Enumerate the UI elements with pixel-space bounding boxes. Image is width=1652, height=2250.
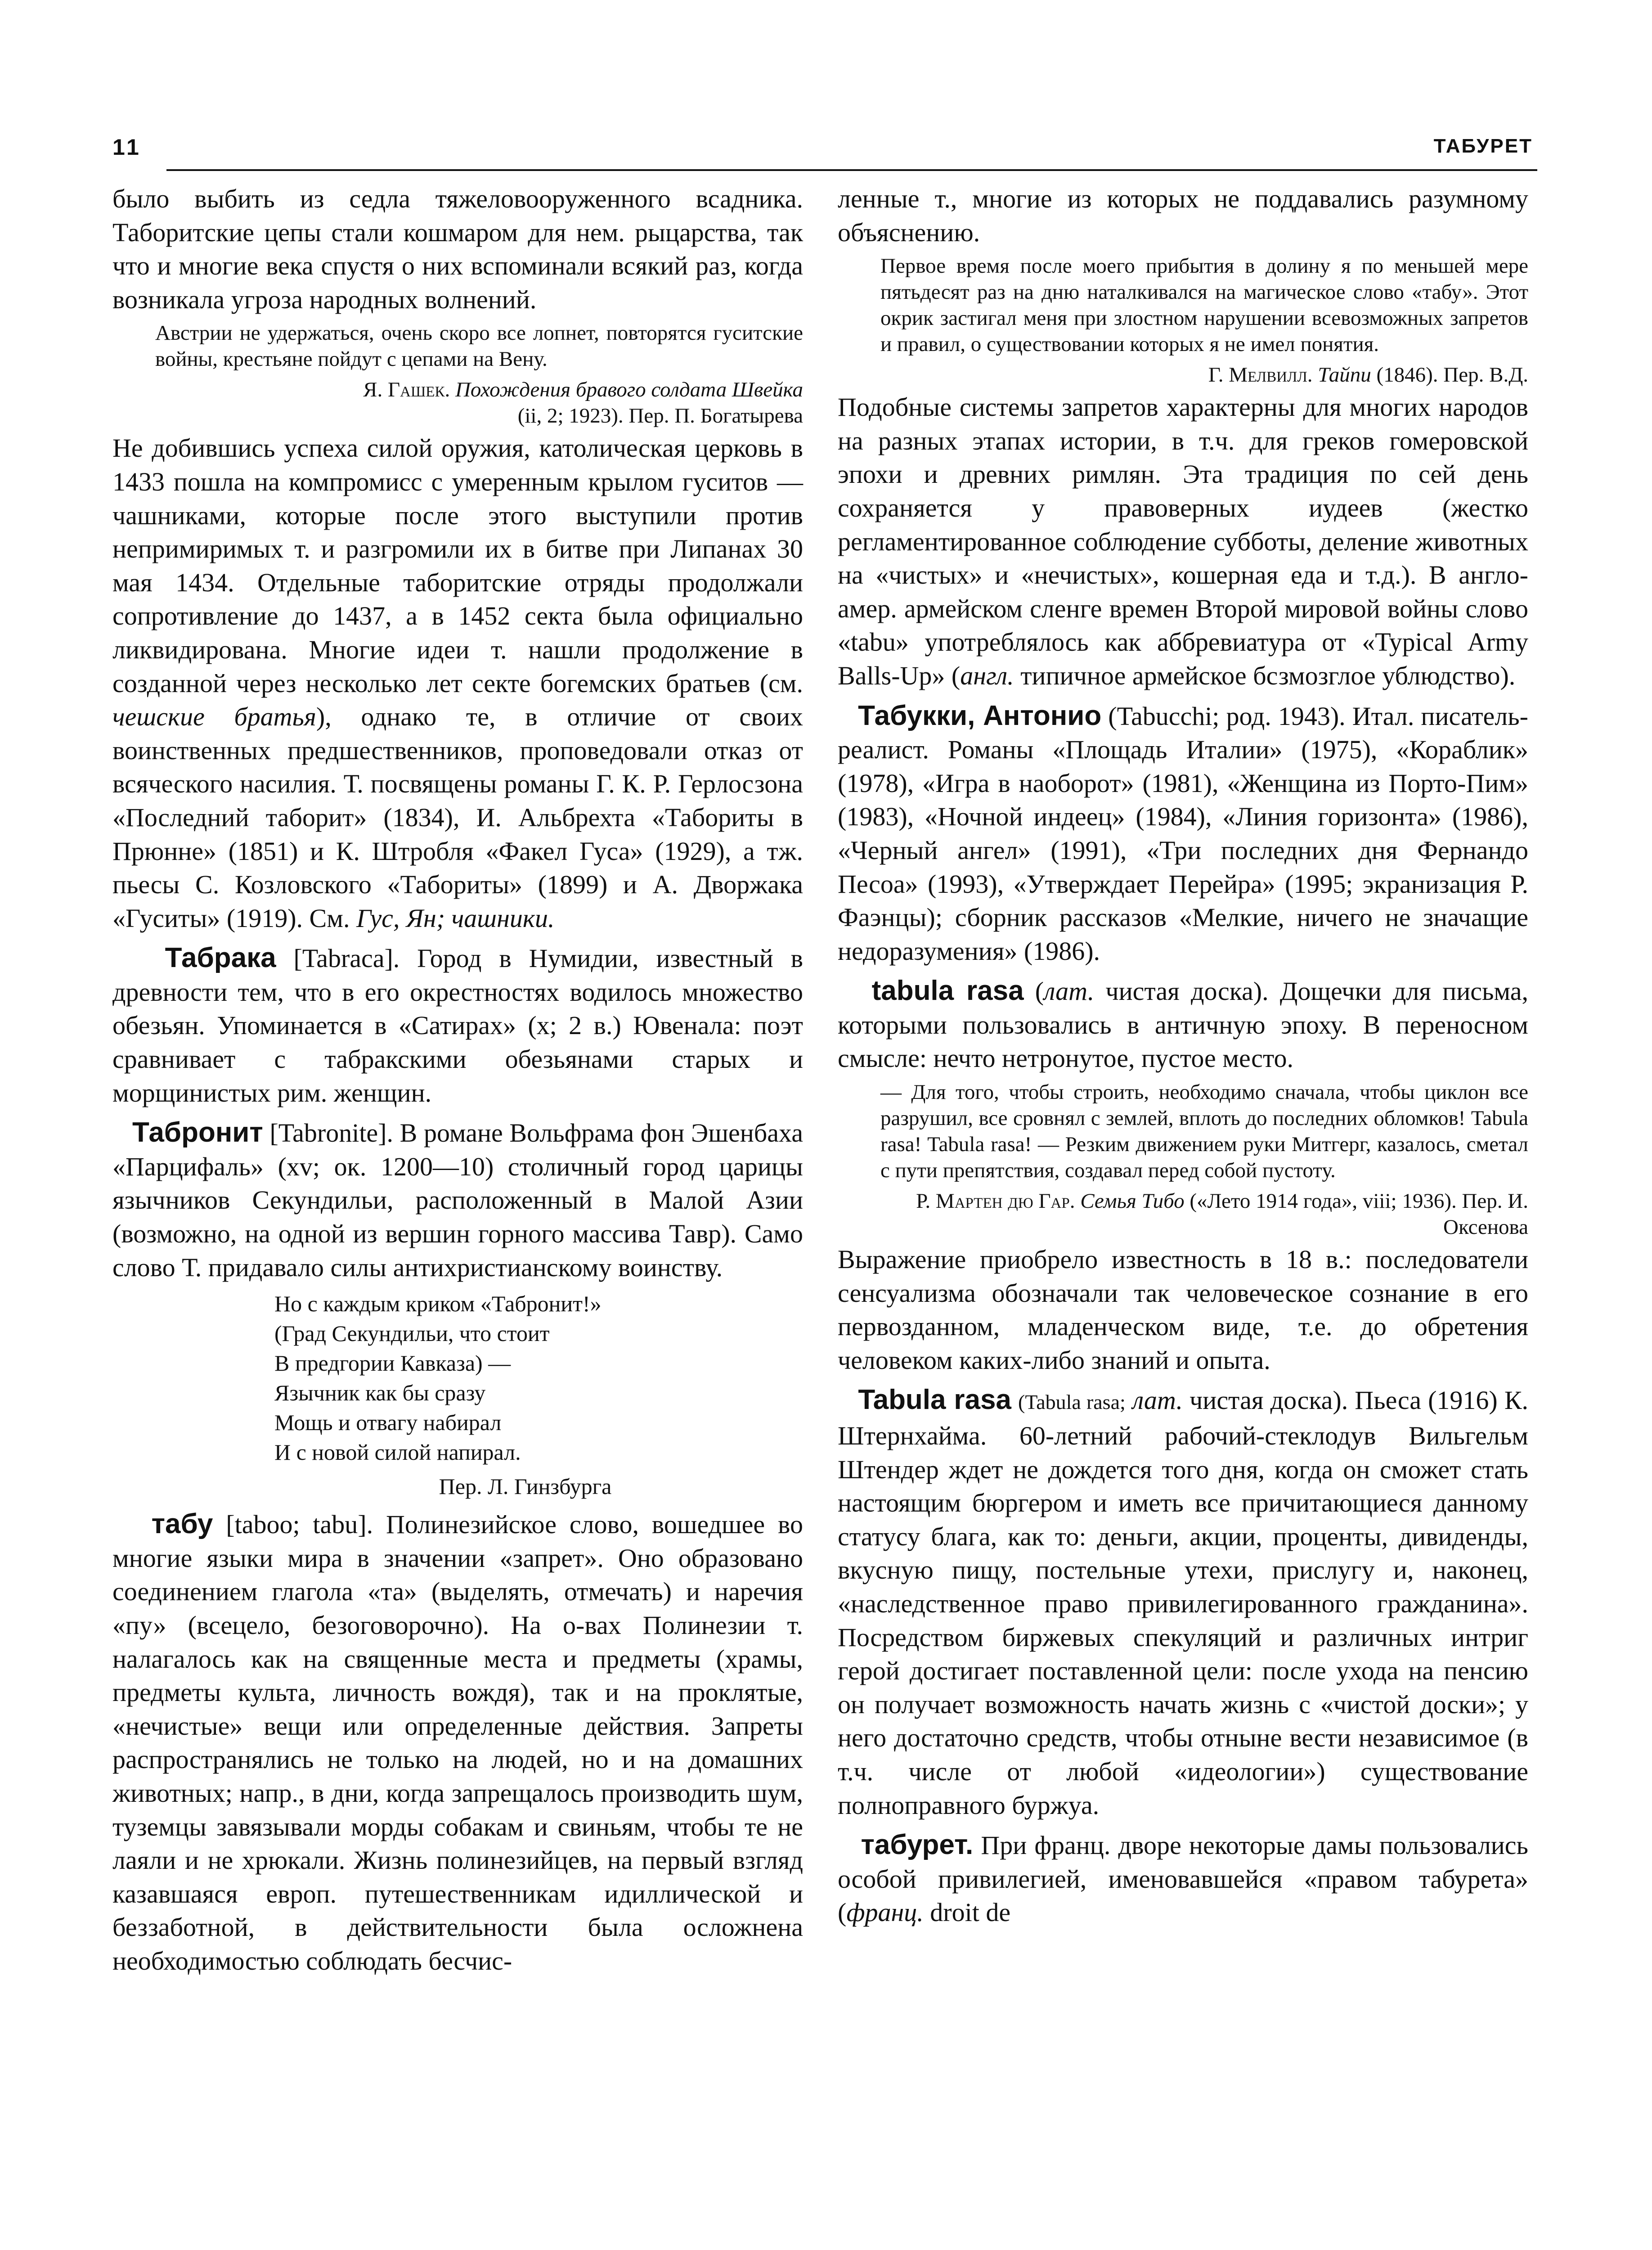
entry-text: При франц. дворе некоторые дамы пользовались особой привилегией, именовавшейся «правом табурета» ( [838,1831,1528,1927]
verse-attribution: Пер. Л. Гинзбурга [439,1474,612,1499]
language-label: лат. [1132,1386,1183,1415]
headword: Табукки, Антонио [858,700,1102,731]
paragraph-text: Подобные системы запретов характерны для многих народов на разных этапах истории, в т.ч. для греков гомеровской эпохи и древних римлян. Эта традиция по сей день сохраняется у правоверных иудеев (жестко регламентированное соблюдение субботы, деление животных на «чистых» и «нечистых», кошерная еда и т.д.). В англо-амер. армейском сленге времен Второй мировой войны слово «tabu» употреблялось как аббревиатура от «Typical Army Balls-Up» ( [838,392,1528,690]
language-label: англ. [960,661,1014,690]
attribution-work: Похождения бравого солдата Швейка [455,378,803,402]
headword: Табрака [165,942,276,974]
quotation: Австрии не удержаться, очень скоро все лопнет, повторятся гуситские войны, крестьяне пойдут с цепами на Вену. [155,321,803,371]
headword: Табронит [132,1117,263,1148]
headword: tabula rasa [871,975,1024,1007]
attribution-ref: (ii, 2; 1923). Пер. П. Богатырева [517,404,803,428]
attribution-author: Р. Мартен дю Гар. [916,1189,1075,1213]
entry-tabula-rasa-phrase: tabula rasa (лат. чистая доска). Дощечки для письма, которыми пользовались в античную эпоху. В переносном смысле: нечто нетронутое, пустое место. [838,975,1528,1073]
paragraph-text: Не добившись успеха силой оружия, католическая церковь в 1433 пошла на компромисс с умеренным крылом гуситов — чашниками, которые после этого выступили против непримиримых т. и разгромили их в битве при Липанах 30 мая 1434. Отдельные таборитские отряды продолжали сопротивление до 1437, а в 1452 секта была официально ликвидирована. Многие идеи т. нашли продолжение в созданной через несколько лет секте богемских братьев (см. [112,433,803,698]
attribution-work: Семья Тибо [1080,1189,1185,1213]
verse-line: Язычник как бы сразу [274,1380,486,1406]
quotation: — Для того, чтобы строить, необходимо сначала, чтобы циклон все разрушил, все сровнял с землей, вплоть до последних обломков! Tabula rasa! Tabula rasa! — Резким движением руки Митгерг, казалось, сметал с пути препятствия, создавал перед собой пустоту. [880,1080,1528,1183]
entry-text: [taboo; tabu]. Полинезийское слово, вошедшее во многие языки мира в значении «запрет». Оно образовано соединением глагола «та» (выделять, отмечать) и наречия «пу» (всецело, безоговорочно). На о-вах Полинезии т. налагалось как на священные места и предметы (храмы, предметы культа, личность вождя), так и на проклятые, «нечистые» вещи или определенные действия. Запреты распространялись не только на людей, но и на домашних животных; напр., в дни, когда запрещалось производить шум, туземцы завязывали морды собакам и свиньям, чтобы те не лаяли и не хрюкали. Жизнь полинезийцев, на первый взгляд казавшаяся европ. путешественникам идиллической и беззаботной, в действительности была осложнена необходимостью соблюдать бесчис- [112,1510,804,1976]
headword: табурет. [861,1829,974,1861]
entry-text: droit de [923,1898,1011,1927]
quotation-attribution [838,1188,1528,1240]
paragraph: было выбить из седла тяжеловооруженного всадника. Таборитские цепы стали кошмаром для нем. рыцарства, так что и многие века спустя о них вспоминали всякий раз, когда возникала угроза народных волнений. [112,184,803,314]
entry-tabukki [838,699,1528,968]
entry-tabronit [112,1116,803,1284]
quotation: Первое время после моего прибытия в долину я по меньшей мере пятьдесят раз на дню наталкивался на магическое слово «табу». Этот окрик застигал меня при злостном нарушении всевозможных запретов и правил, о существовании которых я не имел понятия. [880,254,1528,356]
entry-text: чистая доска). Дощечки для письма, которыми пользовались в античную эпоху. В переносном смысле: нечто нетронутое, пустое место. [838,976,1528,1073]
entry-taburet [838,1828,1528,1930]
attribution-author: Я. Гашек. [363,378,450,402]
paragraph: ленные т., многие из которых не поддавались разумному объяснению. [838,184,1528,247]
verse-line: Но с каждым криком «Табронит!» [274,1291,602,1317]
attribution-ref: («Лето 1914 года», viii; 1936). Пер. И. Оксенова [1190,1189,1528,1239]
verse-quotation [112,1289,803,1467]
entry-tabraka [112,941,803,1110]
right-column [838,182,1528,1930]
original-title: (Tabula rasa; [1018,1390,1126,1414]
paragraph-text: ), однако те, в отличие от своих воинственных предшественников, проповедовали отказ от всяческого насилия. Т. посвящены романы Г. К. Р. Герлосзона «Последний таборит» (1834), И. Альбрехта «Табориты в Прюнне» (1851) и К. Штробля «Факел Гуса» (1929), а тж. пьесы С. Козловского «Табориты» (1899) и А. Дворжака «Гуситы» (1919). См. [112,702,803,933]
verse-line: (Град Секундильи, что стоит [274,1321,550,1346]
attribution-work: Тайпи [1318,363,1371,387]
entry-text: [Tabraca]. Город в Нумидии, известный в древности тем, что в его окрестностях водилось множество обезьян. Упоминается в «Сатирах» (x; 2 в.) Ювенала: поэт сравнивает с табракскими обезьянами старых и морщинистых рим. женщин. [112,944,804,1107]
entry-tabu [112,1508,803,1978]
headword: Tabula rasa [858,1384,1011,1416]
verse-line: И с новой силой напирал. [274,1440,521,1465]
paragraph: Выражение приобрело известность в 18 в.: последователи сенсуализма обозначали так человеческое сознание в его первозданном, младенческом виде, т.е. до обретения человеком каких-либо знаний и опыта. [838,1245,1528,1375]
left-column [112,182,803,1978]
attribution-ref: (1846). Пер. В.Д. [1376,363,1528,387]
entry-tabula-rasa-play [838,1383,1528,1822]
paragraph [838,391,1528,693]
headword: табу [151,1508,213,1540]
entry-text: [Tabronite]. В романе Вольфрама фон Эшенбаха «Парцифаль» (xv; ок. 1200—10) столичный город царицы язычников Секундильи, расположенный в Малой Азии (возможно, на одной из вершин горного массива Тавр). Само слово Т. придавало силы антихристианскому воинству. [112,1118,804,1282]
header-rule [166,169,1537,171]
language-label: франц. [846,1898,924,1927]
entry-text: (Tabucchi; род. 1943). Итал. писатель-реалист. Романы «Площадь Италии» (1975), «Кораблик» (1978), «Игра в наоборот» (1981), «Женщина из Порто-Пим» (1983), «Ночной индеец» (1984), «Линия горизонта» (1986), «Черный ангел» (1991), «Три последних дня Фернандо Песоа» (1993), «Утверждает Перейра» (1995; экранизация Р. Фаэнцы); сборник рассказов «Мелкие, ничего не значащие недоразумения» (1986). [838,701,1528,966]
running-head: ТАБУРЕТ [1433,135,1533,157]
attribution-author: Г. Мелвилл. [1208,363,1313,387]
entry-text: чистая доска). Пьеса (1916) К. Штернхайма. 60-летний рабочий-стеклодув Вильгельм Штендер ждет не дождется того дня, когда он сможет стать настоящим бюргером и иметь все причитающиеся данному статусу блага, как то: деньги, акции, проценты, дивиденды, вкусную пищу, постельные утехи, прислугу и, наконец, «наследственное право привилегированного гражданина». Посредством биржевых спекуляций и различных интриг герой достигает поставленной цели: после ухода на пенсию он получает возможность начать жизнь с «чистой доски»; у него достаточно средств, чтобы отныне вести независимое (в т.ч. числе от любой «идеологии») существование полноправного буржуа. [838,1386,1529,1820]
cross-reference: чешские братья [112,702,316,732]
paragraph [112,432,803,935]
page-number: 11 [112,135,142,160]
paragraph-text: типичное армейское бсзмозглое ублюдство). [1014,661,1516,690]
verse-line: В предгории Кавказа) — [274,1350,511,1376]
language-label: лат. [1044,976,1095,1006]
verse-line: Мощь и отвагу набирал [274,1410,502,1436]
cross-reference: Гус, Ян; чашники. [356,903,555,933]
quotation-attribution [838,362,1528,388]
quotation-attribution [112,377,803,429]
